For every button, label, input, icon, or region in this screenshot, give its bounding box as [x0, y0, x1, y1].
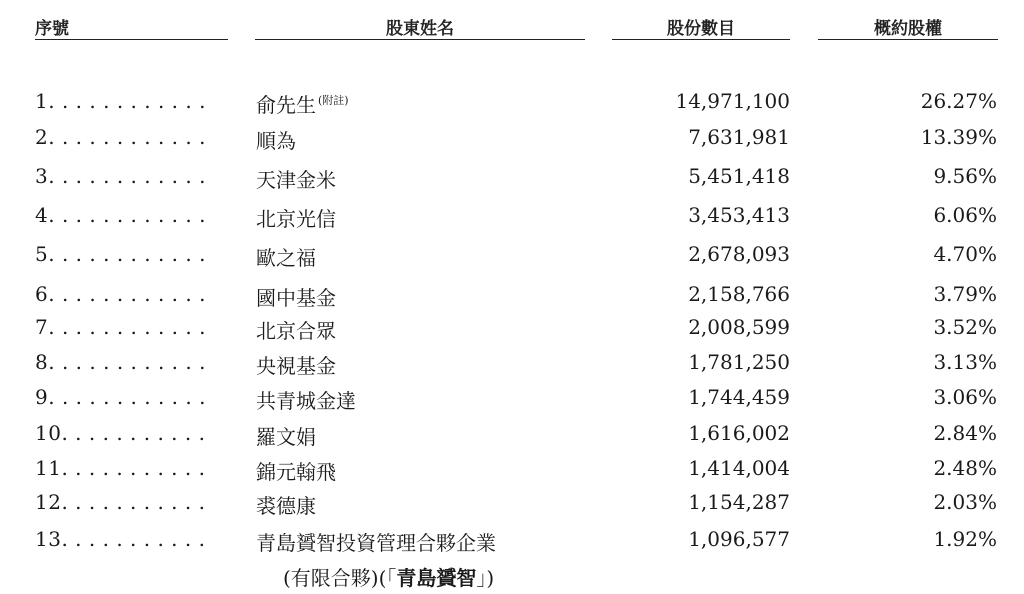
shareholder-name: 央視基金: [256, 354, 336, 378]
table-row: [0, 203, 1024, 233]
percentage-value: 4.70%: [933, 242, 997, 266]
percentage-value: 13.39%: [920, 125, 997, 149]
row-number: 5. . . . . . . . . . . .: [35, 242, 206, 266]
table-row: [0, 242, 1024, 272]
shareholder-name: 歐之福: [256, 246, 316, 270]
table-row: [0, 125, 1024, 155]
percentage-value: 2.48%: [933, 456, 997, 480]
percentage-value: 3.13%: [933, 350, 997, 374]
shares-value: 14,971,100: [675, 89, 790, 113]
percentage-value: 3.52%: [933, 315, 997, 339]
table-row: [0, 490, 1024, 520]
row-number: 4. . . . . . . . . . . .: [35, 203, 206, 227]
row-number: 8. . . . . . . . . . . .: [35, 350, 206, 374]
table-row: [0, 164, 1024, 194]
shares-value: 2,158,766: [688, 282, 790, 306]
shares-value: 1,744,459: [688, 385, 790, 409]
shareholder-name: 順為: [256, 129, 296, 153]
shareholder-name-continuation: (有限合夥)(「青島贇智」): [283, 566, 495, 590]
shareholder-name: 國中基金: [256, 286, 336, 310]
row-number: 11. . . . . . . . . . .: [35, 456, 206, 480]
percentage-value: 26.27%: [920, 89, 997, 113]
table-row: [0, 350, 1024, 380]
row-number: 10. . . . . . . . . . .: [35, 421, 206, 445]
row-number: 13. . . . . . . . . . .: [35, 527, 206, 551]
table-row: [0, 89, 1024, 119]
shareholder-name: 共青城金達: [256, 389, 356, 413]
shareholder-name: 裘德康: [256, 494, 316, 518]
percentage-value: 3.79%: [933, 282, 997, 306]
shareholder-name: 羅文娟: [256, 425, 316, 449]
row-number: 9. . . . . . . . . . . .: [35, 385, 206, 409]
row-number: 3. . . . . . . . . . . .: [35, 164, 206, 188]
row-number: 1. . . . . . . . . . . .: [35, 89, 206, 113]
shareholder-name: 青島贇智投資管理合夥企業: [256, 531, 496, 555]
shares-value: 5,451,418: [688, 164, 790, 188]
row-number: 7. . . . . . . . . . . .: [35, 315, 206, 339]
table-row: [0, 456, 1024, 486]
header-approx-shareholding: 概約股權: [818, 14, 998, 40]
percentage-value: 1.92%: [933, 527, 997, 551]
row-number: 12. . . . . . . . . . .: [35, 490, 206, 514]
header-number-of-shares: 股份數目: [612, 14, 790, 40]
shares-value: 7,631,981: [688, 125, 790, 149]
shares-value: 1,781,250: [688, 350, 790, 374]
shareholder-name: 天津金米: [256, 168, 336, 192]
table-row: [0, 527, 1024, 557]
table-row: [0, 282, 1024, 312]
table-row: [0, 385, 1024, 415]
shares-value: 2,008,599: [688, 315, 790, 339]
shareholder-name: 北京合眾: [256, 319, 336, 343]
table-row: [0, 421, 1024, 451]
header-number: 序號: [35, 14, 228, 40]
header-shareholder-name: 股東姓名: [255, 14, 585, 40]
shareholder-name: 俞先生 $^{(附註)}$: [256, 93, 349, 117]
shares-value: 3,453,413: [688, 203, 790, 227]
shares-value: 1,616,002: [688, 421, 790, 445]
row-number: 6. . . . . . . . . . . .: [35, 282, 206, 306]
percentage-value: 3.06%: [933, 385, 997, 409]
shares-value: 1,414,004: [688, 456, 790, 480]
percentage-value: 6.06%: [933, 203, 997, 227]
percentage-value: 2.03%: [933, 490, 997, 514]
shareholder-name: 北京光信: [256, 207, 336, 231]
percentage-value: 2.84%: [933, 421, 997, 445]
shares-value: 1,154,287: [688, 490, 790, 514]
table-row: [0, 315, 1024, 345]
row-number: 2. . . . . . . . . . . .: [35, 125, 206, 149]
shares-value: 2,678,093: [688, 242, 790, 266]
footnote-marker: (附註): [318, 94, 349, 107]
shareholder-name: 錦元翰飛: [256, 460, 336, 484]
percentage-value: 9.56%: [933, 164, 997, 188]
shares-value: 1,096,577: [688, 527, 790, 551]
